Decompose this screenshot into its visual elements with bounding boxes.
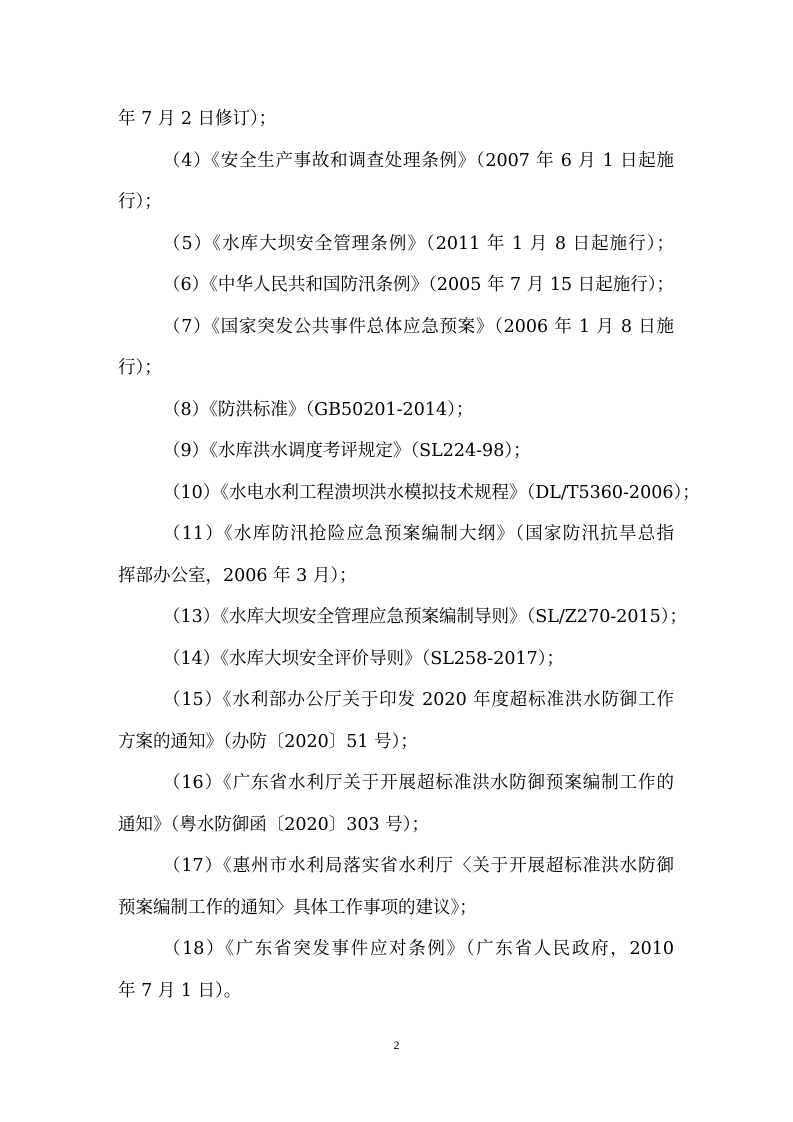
page-number: 2 bbox=[393, 1038, 400, 1052]
text-line: 通知》（粤水防御函〔2020〕303 号）； bbox=[118, 814, 429, 835]
list-item-8: （8）《防洪标准》（GB50201-2014）； bbox=[163, 399, 474, 420]
list-item-18: （18）《广东省突发事件应对条例》（广东省人民政府，2010 bbox=[163, 939, 674, 959]
text-line: 行）； bbox=[118, 192, 162, 212]
list-item-16: （16）《广东省水利厅关于开展超标准洪水防御预案编制工作的 bbox=[163, 773, 674, 793]
list-item-14: （14）《水库大坝安全评价导则》（SL258-2017）； bbox=[163, 648, 564, 669]
list-item-7: （7）《国家突发公共事件总体应急预案》（2006 年 1 月 8 日施 bbox=[163, 316, 674, 337]
text-line: 挥部办公室，2006 年 3 月）； bbox=[118, 565, 357, 586]
text-line: 方案的通知》（办防〔2020〕51 号）； bbox=[118, 731, 418, 752]
list-item-5: （5）《水库大坝安全管理条例》（2011 年 1 月 8 日起施行）； bbox=[163, 233, 674, 254]
list-item-13: （13）《水库大坝安全管理应急预案编制导则》（SL/Z270-2015）； bbox=[163, 607, 688, 627]
document-body bbox=[118, 99, 700, 1012]
list-item-17: （17）《惠州市水利局落实省水利厅〈关于开展超标准洪水防御 bbox=[163, 856, 674, 876]
list-item-10: （10）《水电水利工程溃坝洪水模拟技术规程》（DL/T5360-2006）； bbox=[163, 482, 700, 503]
list-item-11: （11）《水库防汛抢险应急预案编制大纲》（国家防汛抗旱总指 bbox=[163, 524, 674, 544]
list-item-6: （6）《中华人民共和国防汛条例》（2005 年 7 月 15 日起施行）； bbox=[163, 275, 674, 295]
text-line: 年 7 月 2 日修订）； bbox=[118, 109, 277, 129]
text-line: 预案编制工作的通知〉具体工作事项的建议》； bbox=[118, 897, 477, 918]
text-line: 年 7 月 1 日）。 bbox=[118, 980, 242, 1001]
list-item-4: （4）《安全生产事故和调查处理条例》（2007 年 6 月 1 日起施 bbox=[163, 150, 674, 171]
list-item-15: （15）《水利部办公厅关于印发 2020 年度超标准洪水防御工作 bbox=[163, 690, 674, 710]
list-item-9: （9）《水库洪水调度考评规定》（SL224-98）； bbox=[163, 441, 531, 461]
text-line: 行）； bbox=[118, 358, 162, 378]
